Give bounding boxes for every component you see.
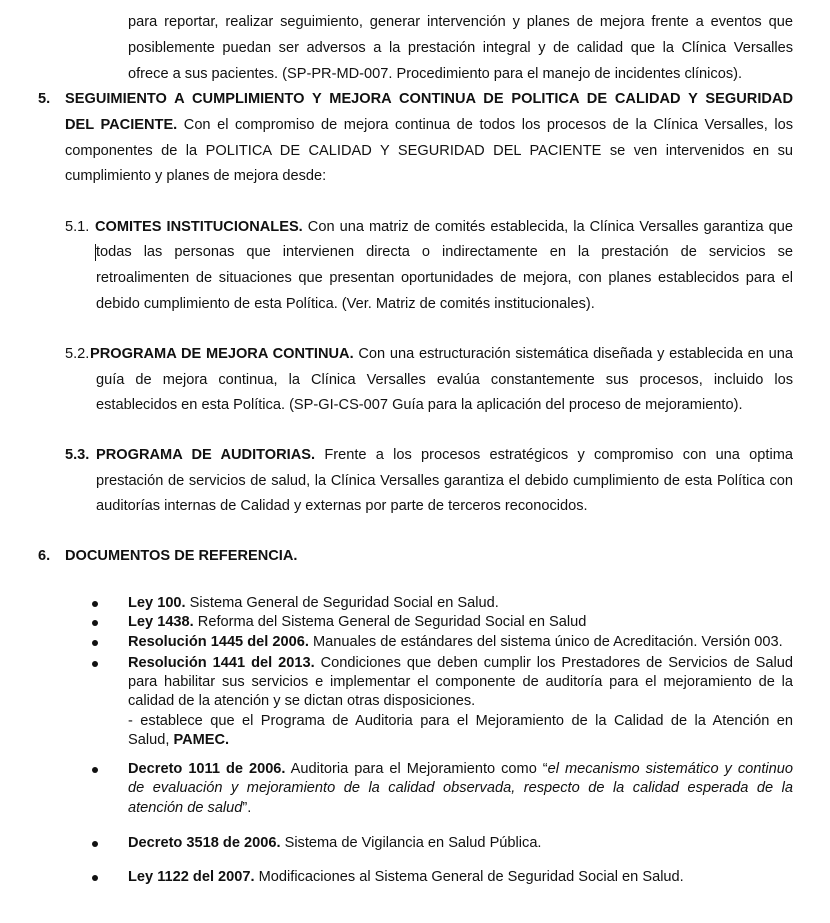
bullet-icon <box>92 601 98 607</box>
subsection-5-3-line-3: auditorías internas de Calidad y externas por parte de terceros reconocidos. <box>96 498 588 514</box>
subsection-5-2-line-1: PROGRAMA DE MEJORA CONTINUA. Con una estructuración sistemática diseñada y establecida en una <box>90 346 793 362</box>
ref-ley-1438: Ley 1438. Reforma del Sistema General de Seguridad Social en Salud <box>128 614 587 630</box>
section-6-title: DOCUMENTOS DE REFERENCIA. <box>65 548 298 564</box>
subsection-5-3-line-2: prestación de servicios de salud, la Clínica Versalles garantiza el debido cumplimiento de esta Política con <box>96 473 793 489</box>
section-5-line-3: componentes de la POLITICA DE CALIDAD Y SEGURIDAD DEL PACIENTE se ven intervenidos en su <box>65 143 793 159</box>
bullet-icon <box>92 661 98 667</box>
subsection-5-1-line-3: retroalimenten de situaciones que presentan oportunidades de mejora, con planes establecidos para el <box>96 270 793 286</box>
ref-ley-100: Ley 100. Sistema General de Seguridad Social en Salud. <box>128 595 499 611</box>
subsection-5-2-line-2: guía de mejora continua, la Clínica Versalles evalúa constantemente sus procesos, incluido los <box>96 372 793 388</box>
bullet-icon <box>92 640 98 646</box>
bullet-icon <box>92 620 98 626</box>
section-5-line-4: cumplimiento y planes de mejora desde: <box>65 168 327 184</box>
subsection-5-1-line-2: todas las personas que intervienen directa o indirectamente en la prestación de servicios se <box>96 244 793 260</box>
subsection-5-1-line-4: debido cumplimiento de esta Política. (Ver. Matriz de comités institucionales). <box>96 296 595 312</box>
ref-resolucion-1441-line-5: Salud, PAMEC. <box>128 732 230 748</box>
subsection-5-2-number: 5.2. <box>65 346 90 362</box>
bullet-icon <box>92 767 98 773</box>
subsection-5-1-line-1: COMITES INSTITUCIONALES. Con una matriz de comités establecida, la Clínica Versalles garantiza que <box>95 219 794 235</box>
section-5-number: 5. <box>38 91 51 107</box>
subsection-5-1-number: 5.1. <box>65 219 90 235</box>
subsection-5-3-number: 5.3. <box>65 447 90 463</box>
ref-resolucion-1445: Resolución 1445 del 2006. Manuales de estándares del sistema único de Acreditación. Versión 003. <box>128 634 783 650</box>
intro-line-1: para reportar, realizar seguimiento, generar intervención y planes de mejora frente a eventos que <box>128 14 793 30</box>
ref-resolucion-1441-line-3: calidad de la atención y se dictan otras disposiciones. <box>128 693 476 709</box>
ref-decreto-1011-line-2: de evaluación y mejoramiento de la calidad observada, respecto de la calidad esperada de la <box>128 780 793 796</box>
bullet-icon <box>92 841 98 847</box>
section-5-title: SEGUIMIENTO A CUMPLIMIENTO Y MEJORA CONTINUA DE POLITICA DE CALIDAD Y SEGURIDAD <box>65 91 793 107</box>
section-6-number: 6. <box>38 548 51 564</box>
ref-resolucion-1441-line-2: para habilitar sus servicios e implementar el componente de auditoría para el mejoramiento de la <box>128 674 793 690</box>
section-5-line-2: DEL PACIENTE. Con el compromiso de mejora continua de todos los procesos de la Clínica Versalles, los <box>65 117 793 133</box>
ref-ley-1122: Ley 1122 del 2007. Modificaciones al Sistema General de Seguridad Social en Salud. <box>128 869 684 885</box>
subsection-5-2-line-3: establecidos en esta Política. (SP-GI-CS-007 Guía para la aplicación del proceso de mejoramiento). <box>96 397 743 413</box>
bullet-icon <box>92 875 98 881</box>
ref-resolucion-1441-line-1: Resolución 1441 del 2013. Condiciones que deben cumplir los Prestadores de Servicios de Salud <box>128 655 794 671</box>
subsection-5-3-line-1: PROGRAMA DE AUDITORIAS. Frente a los procesos estratégicos y compromiso con una optima <box>96 447 793 463</box>
ref-resolucion-1441-line-4: - establece que el Programa de Auditoria para el Mejoramiento de la Calidad de la Atención en <box>128 713 793 729</box>
ref-decreto-1011-line-1: Decreto 1011 de 2006. Auditoria para el Mejoramiento como “el mecanismo sistemático y continuo <box>128 761 793 777</box>
intro-line-2: posiblemente puedan ser adversos a la prestación integral y de calidad que la Clínica Versalles <box>128 40 793 56</box>
intro-line-3: ofrece a sus pacientes. (SP-PR-MD-007. Procedimiento para el manejo de incidentes clínicos). <box>128 66 743 82</box>
ref-decreto-1011-line-3: atención de salud”. <box>128 800 252 816</box>
ref-decreto-3518: Decreto 3518 de 2006. Sistema de Vigilancia en Salud Pública. <box>128 835 542 851</box>
